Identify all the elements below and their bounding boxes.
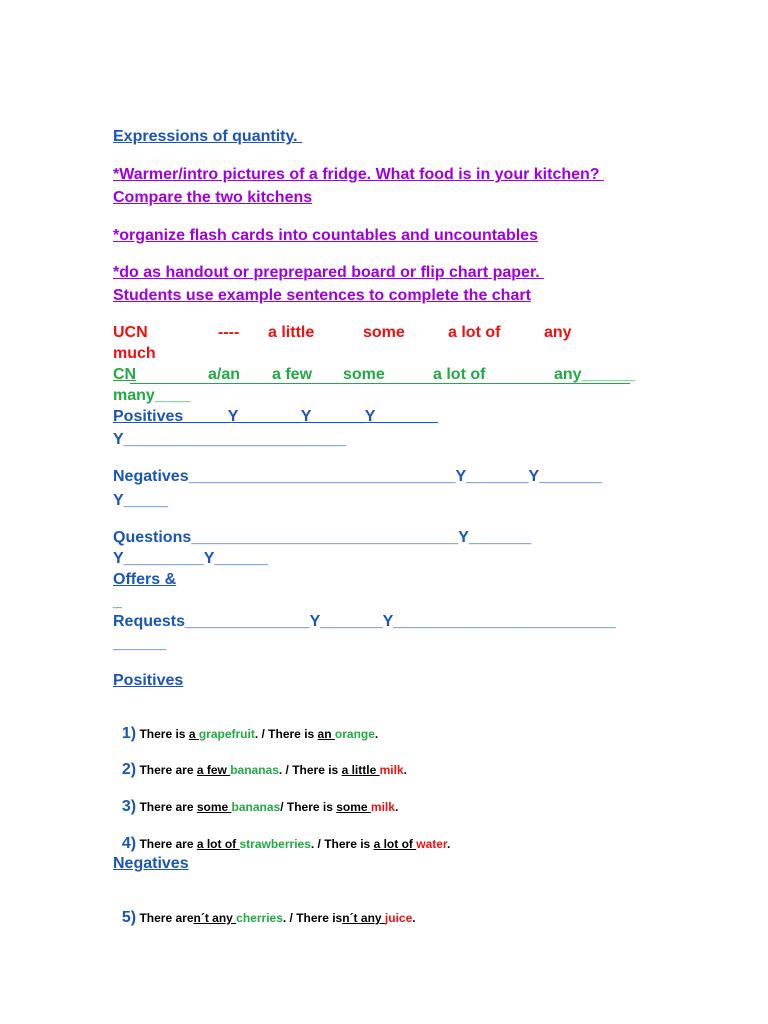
negatives-heading: Negatives (113, 855, 189, 872)
example-1-period: . (374, 727, 379, 741)
example-5-quantifier-b: n´t any (342, 911, 385, 925)
example-1-text-b: . / There is (254, 727, 318, 741)
example-4-noun-a: strawberries (239, 837, 311, 851)
example-5-quantifier-a: n´t any (193, 911, 237, 925)
example-2-number: 2) (121, 761, 137, 778)
chart-questions-row-cont: Y_________Y______ (113, 550, 268, 567)
example-4-text-a: There are (136, 837, 197, 851)
example-3-text-a: There are (136, 800, 197, 814)
cn-a-an: a/an (208, 366, 241, 383)
example-1 (113, 710, 378, 742)
example-2-period: . (403, 763, 407, 777)
example-5-noun-b: juice (384, 911, 413, 925)
example-1-noun-a: grapefruit (198, 727, 255, 741)
cn-a-lot-of: a lot of (433, 366, 486, 383)
ucn-a-little: a little (268, 324, 315, 341)
example-4-number: 4) (121, 835, 137, 852)
example-1-quantifier-a: a (188, 727, 199, 741)
ucn-much: much (113, 345, 156, 362)
example-2-text-b: . / There is (278, 763, 342, 777)
example-2-quantifier-b: a little (341, 763, 380, 777)
example-3-noun-b: milk (370, 800, 395, 814)
chart-questions-row: Questions______________________________Y_______ (113, 529, 532, 546)
chart-positives-row-cont: Y_________________________ (113, 431, 347, 448)
chart-requests-row-cont: ______ (113, 635, 167, 652)
example-2-noun-b: milk (379, 763, 404, 777)
example-1-quantifier-b: an (317, 727, 335, 741)
cn-label: CN (113, 366, 137, 383)
chart-negatives-row: Negatives______________________________Y_______Y_______ (113, 468, 602, 485)
example-3-text-b: / There is (280, 800, 337, 814)
chart-positives-row: Positives_____Y_______Y______Y_______ (113, 408, 438, 425)
ucn-label: UCN (113, 324, 148, 341)
example-2 (113, 746, 407, 778)
example-1-number: 1) (121, 725, 137, 742)
example-3-period: . (394, 800, 399, 814)
chart-offers-row-mark: _ (113, 593, 122, 610)
handout-instruction-line1: *do as handout or preprepared board or flip chart paper. (113, 264, 545, 281)
positives-heading: Positives (113, 672, 184, 689)
ucn-some: some (363, 324, 405, 341)
example-5-number: 5) (121, 909, 137, 926)
ucn-a-lot-of: a lot of (448, 324, 501, 341)
example-5-noun-a: cherries (236, 911, 283, 925)
example-1-noun-b: orange (334, 727, 375, 741)
example-3-quantifier-b: some (336, 800, 371, 814)
handout-instruction-line2: Students use example sentences to complete the chart (113, 287, 531, 304)
example-5 (113, 894, 416, 926)
example-4-period: . (446, 837, 451, 851)
example-2-text-a: There are (136, 763, 197, 777)
example-3-quantifier-a: some (196, 800, 232, 814)
example-5-text-b: . / There is (282, 911, 343, 925)
example-4-quantifier-a: a lot of (196, 837, 240, 851)
example-2-noun-a: bananas (230, 763, 279, 777)
chart-negatives-row-cont: Y_____ (113, 492, 169, 509)
organize-instruction: *organize flash cards into countables and uncountables (113, 227, 538, 244)
example-4-quantifier-b: a lot of (373, 837, 417, 851)
example-1-text-a: There is (136, 727, 189, 741)
cn-a-few: a few (272, 366, 313, 383)
cn-any: any______ (554, 366, 635, 383)
chart-offers-row: Offers & (113, 571, 177, 588)
warmer-instruction-line2: Compare the two kitchens (113, 189, 313, 206)
example-5-text-a: There are (136, 911, 194, 925)
example-2-quantifier-a: a few (196, 763, 231, 777)
cn-underline (130, 383, 630, 384)
example-4-noun-b: water (416, 837, 447, 851)
example-3 (113, 783, 398, 815)
example-3-number: 3) (121, 798, 137, 815)
example-5-period: . (412, 911, 416, 925)
example-4 (113, 820, 450, 852)
document-title: Expressions of quantity. (113, 128, 303, 145)
ucn-dash: ---- (218, 324, 240, 341)
ucn-any: any (544, 324, 572, 341)
cn-some: some (343, 366, 385, 383)
cn-many: many____ (113, 387, 191, 404)
chart-requests-row: Requests______________Y_______Y_________________________ (113, 613, 616, 630)
example-3-noun-a: bananas (231, 800, 281, 814)
example-4-text-b: . / There is (310, 837, 374, 851)
warmer-instruction-line1: *Warmer/intro pictures of a fridge. What food is in your kitchen? (113, 166, 605, 183)
